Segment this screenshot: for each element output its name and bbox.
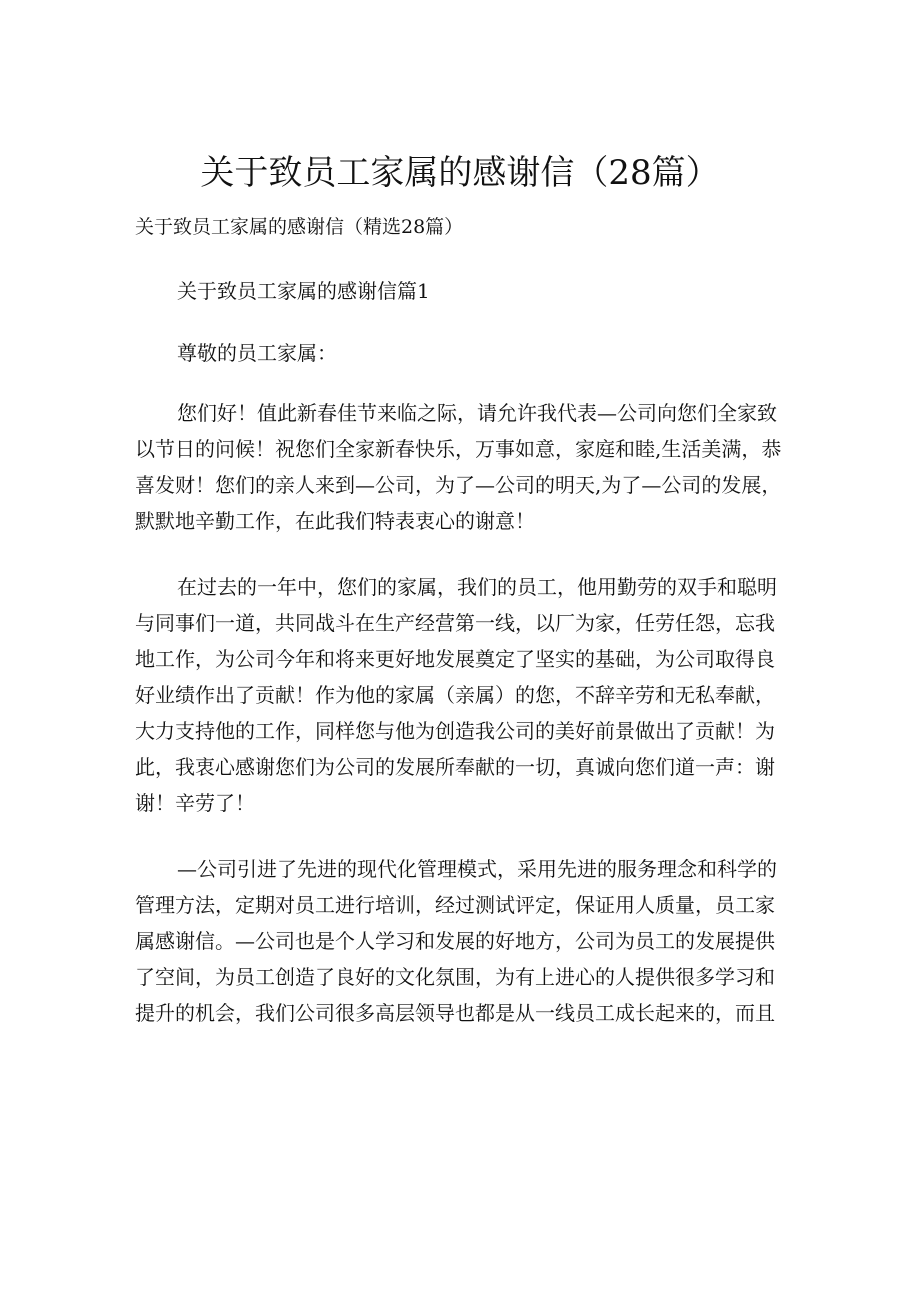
paragraph-1-line-1: 您们好！值此新春佳节来临之际，请允许我代表—公司向您们全家致 xyxy=(177,401,777,425)
document-title: 关于致员工家属的感谢信（28篇） xyxy=(200,153,720,193)
paragraph-1-line-4: 默默地辛勤工作，在此我们特表衷心的谢意！ xyxy=(135,509,535,533)
salutation: 尊敬的员工家属： xyxy=(177,341,337,365)
paragraph-3-line-1: —公司引进了先进的现代化管理模式，采用先进的服务理念和科学的 xyxy=(177,857,777,881)
paragraph-3-line-5: 提升的机会，我们公司很多高层领导也都是从一线员工成长起来的，而且 xyxy=(135,1001,775,1025)
paragraph-2-line-7: 谢！辛劳了！ xyxy=(135,791,255,815)
paragraph-3-line-2: 管理方法，定期对员工进行培训，经过测试评定，保证用人质量，员工家 xyxy=(135,893,775,917)
paragraph-2-line-6: 此，我衷心感谢您们为公司的发展所奉献的一切，真诚向您们道一声：谢 xyxy=(135,755,775,779)
paragraph-2-line-4: 好业绩作出了贡献！作为他的家属（亲属）的您，不辞辛劳和无私奉献， xyxy=(135,683,775,707)
paragraph-2-line-3: 地工作，为公司今年和将来更好地发展奠定了坚实的基础，为公司取得良 xyxy=(135,647,775,671)
paragraph-2-line-1: 在过去的一年中，您们的家属，我们的员工，他用勤劳的双手和聪明 xyxy=(177,575,777,599)
paragraph-3-line-4: 了空间，为员工创造了良好的文化氛围，为有上进心的人提供很多学习和 xyxy=(135,965,775,989)
paragraph-3-line-3: 属感谢信。—公司也是个人学习和发展的好地方，公司为员工的发展提供 xyxy=(135,929,775,953)
paragraph-2-line-2: 与同事们一道，共同战斗在生产经营第一线，以厂为家，任劳任怨，忘我 xyxy=(135,611,775,635)
document-subtitle: 关于致员工家属的感谢信（精选28篇） xyxy=(135,216,464,238)
paragraph-1-line-3: 喜发财！您们的亲人来到—公司，为了—公司的明天,为了—公司的发展， xyxy=(135,473,782,497)
paragraph-1-line-2: 以节日的问候！祝您们全家新春快乐，万事如意，家庭和睦,生活美满，恭 xyxy=(135,437,782,461)
section-heading: 关于致员工家属的感谢信篇1 xyxy=(177,279,430,303)
paragraph-2-line-5: 大力支持他的工作，同样您与他为创造我公司的美好前景做出了贡献！为 xyxy=(135,719,775,743)
